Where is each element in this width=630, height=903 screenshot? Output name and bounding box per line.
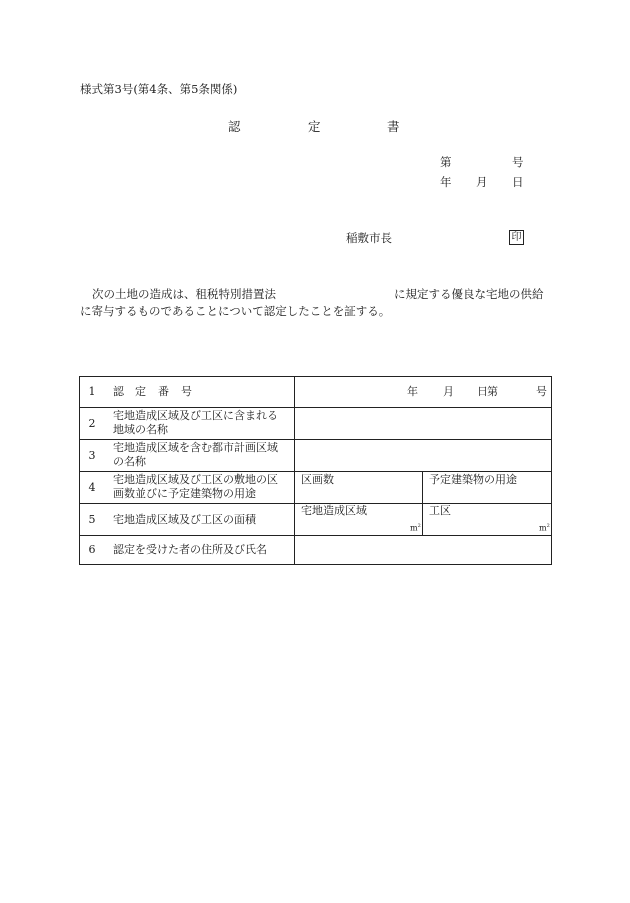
seal-mark: 印 [509, 230, 524, 245]
document-title [0, 120, 630, 136]
row-label: 認定を受けた者の住所及び氏名 [113, 543, 267, 556]
cert-number-prefix: 第 [487, 385, 498, 398]
cert-year: 年 [407, 385, 418, 398]
building-use-header: 予定建築物の用途 [429, 473, 517, 486]
title-char-3: 書 [387, 119, 400, 134]
row-label-line-1: 宅地造成区域及び工区に含まれる [113, 409, 278, 422]
row-label-line-1: 宅地造成区域及び工区の敷地の区 [113, 473, 278, 486]
label-char: 番 [158, 385, 169, 398]
body-line-2: に寄与するものであることについて認定したことを証する。 [80, 304, 391, 318]
cert-number-suffix: 号 [536, 385, 547, 398]
work-area-unit: $m^2$ [539, 523, 550, 533]
body-text-1a: 次の土地の造成は、租税特別措置法 [92, 287, 276, 301]
issuer-name: 稲敷市長 [346, 231, 392, 245]
work-area-header: 工区 [429, 504, 451, 517]
number-prefix: 第 [440, 155, 452, 169]
certificate-table [79, 376, 552, 565]
title-char-2: 定 [308, 119, 321, 134]
body-text-1b: に規定する優良な宅地の供給 [394, 287, 544, 301]
row-label-line-1: 宅地造成区域を含む都市計画区域 [113, 441, 278, 454]
row-number: 3 [88, 449, 96, 462]
cert-day: 日 [477, 385, 488, 398]
table-grid [79, 376, 552, 565]
row-label-line-2: 地域の名称 [113, 423, 168, 436]
label-char: 定 [135, 385, 146, 398]
date-month: 月 [476, 175, 488, 189]
lots-count-header: 区画数 [301, 473, 334, 486]
label-char: 号 [181, 385, 192, 398]
cert-month: 月 [443, 385, 454, 398]
zone-area-unit: $m^2$ [410, 523, 421, 533]
row-label: 宅地造成区域及び工区の面積 [113, 513, 256, 526]
row-number: 4 [88, 481, 96, 494]
zone-area-header: 宅地造成区域 [301, 504, 367, 517]
date-year: 年 [440, 175, 452, 189]
row-number: 1 [88, 385, 96, 398]
row-label-line-2: 画数並びに予定建築物の用途 [113, 487, 256, 500]
form-reference: 様式第3号(第4条、第5条関係) [80, 82, 238, 96]
row-number: 2 [88, 417, 96, 430]
row-label-line-2: の名称 [113, 455, 146, 468]
label-char: 認 [113, 385, 124, 398]
row-number: 5 [88, 513, 96, 526]
number-suffix: 号 [512, 155, 524, 169]
title-char-1: 認 [228, 119, 241, 134]
date-day: 日 [512, 175, 524, 189]
row-number: 6 [88, 543, 96, 556]
